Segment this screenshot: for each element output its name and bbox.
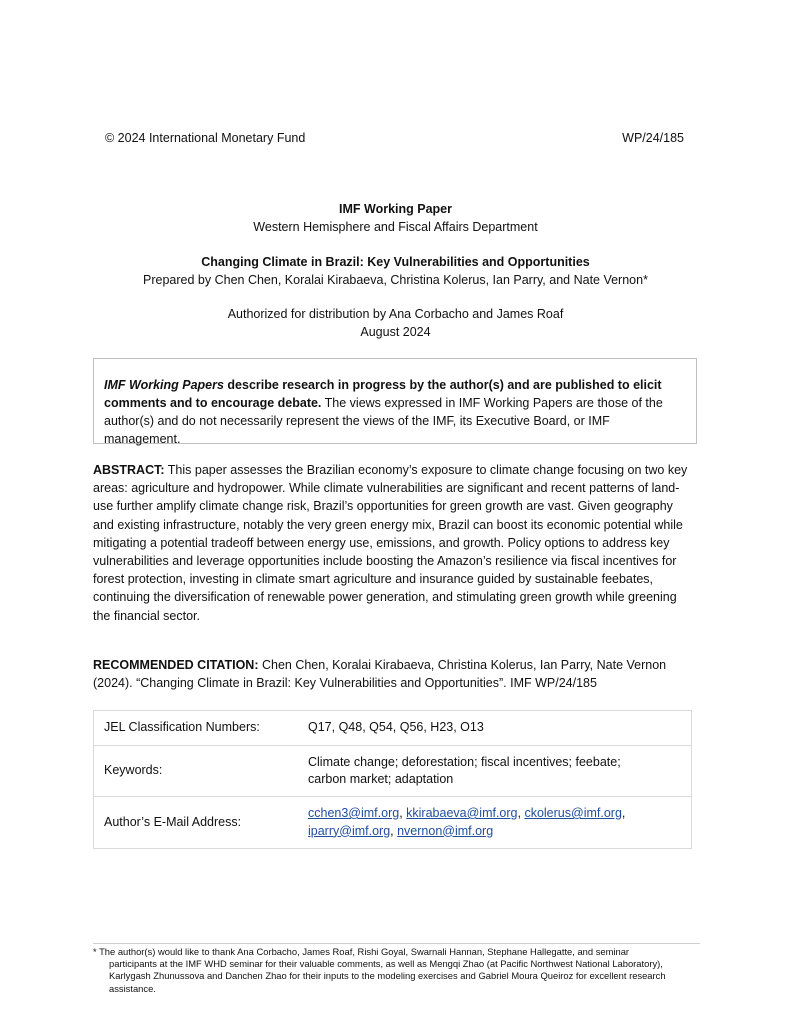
abstract	[93, 461, 693, 625]
disclaimer-box	[93, 358, 697, 444]
department: Western Hemisphere and Fiscal Affairs Department	[253, 220, 538, 234]
email-value: cchen3@imf.org, kkirabaeva@imf.org, ckolerus@imf.org, iparry@imf.org, nvernon@imf.org	[298, 797, 692, 849]
keywords-line: Climate change; deforestation; fiscal incentives; feebate;	[308, 754, 621, 769]
keywords-label: Keywords:	[94, 746, 299, 797]
jel-value: Q17, Q48, Q54, Q56, H23, O13	[298, 711, 692, 746]
copyright-notice: © 2024 International Monetary Fund	[105, 131, 306, 145]
email-separator: ,	[399, 806, 407, 820]
abstract-label: ABSTRACT:	[93, 463, 165, 477]
paper-number: WP/24/185	[622, 131, 684, 145]
disclaimer-text	[104, 359, 686, 448]
citation-text: Chen Chen, Koralai Kirabaeva, Christina Kolerus, Ian Parry, Nate Vernon (2024). “Changing Climate in Brazil: Key Vulnerabilities and Opportunities”. IMF WP/24/185	[93, 658, 667, 691]
email-label: Author’s E-Mail Address:	[94, 797, 299, 849]
footnote-continuation: participants at the IMF WHD seminar for their valuable comments, as well as Mengqi Zhao (at Pacific Northwest National Laboratory), Karlygash Zhunussova and Danchen Zhao for their inputs to the modeling exercises and Gabriel Moura Queiroz for excellent research assistance.	[109, 958, 666, 994]
footnote-divider	[93, 943, 700, 944]
publication-date: August 2024	[360, 325, 431, 339]
keywords-line: carbon market; adaptation	[308, 772, 454, 786]
footnote	[93, 946, 703, 995]
email-link[interactable]: cchen3@imf.org	[308, 806, 400, 820]
recommended-citation	[93, 656, 693, 692]
footnote-line: * The author(s) would like to thank Ana Corbacho, James Roaf, Rishi Goyal, Swarnali Hannan, Stephane Hallegatte, and seminar	[93, 946, 630, 957]
email-link[interactable]: kkirabaeva@imf.org	[406, 806, 518, 820]
authorized-by: Authorized for distribution by Ana Corbacho and James Roaf	[227, 307, 564, 321]
table-row	[94, 797, 692, 849]
table-row	[94, 711, 692, 746]
email-separator: ,	[390, 823, 398, 838]
prepared-by: Prepared by Chen Chen, Koralai Kirabaeva, Christina Kolerus, Ian Parry, and Nate Vernon*	[143, 273, 648, 287]
keywords-value	[298, 746, 692, 797]
disclaimer-normal: The views expressed in IMF Working Papers are those of the author(s) and do not necessarily represent the views of the IMF, its Executive Board, or IMF management.	[104, 396, 663, 446]
classification-table	[93, 710, 692, 849]
email-link[interactable]: iparry@imf.org	[308, 823, 391, 838]
abstract-text: This paper assesses the Brazilian economy’s exposure to climate change focusing on two key areas: agriculture and hydropower. While climate vulnerabilities are significant and recent patterns of land-use further amplify climate change risk, Brazil’s opportunities for green growth are vast. Given geography and existing infrastructure, notably the very green energy mix, Brazil can boost its economic potential while mitigating a potential tradeoff between energy use, emissions, and growth. Policy options to address key vulnerabilities and leverage opportunities include boosting the Amazon’s resilience via fiscal incentives for forest protection, investing in climate smart agriculture and insurance guided by sustainable feebates, continuing the diversification of renewable power generation, and stimulating green growth while greening the financial sector.	[93, 463, 688, 623]
paper-title: Changing Climate in Brazil: Key Vulnerabilities and Opportunities	[201, 255, 590, 269]
email-separator: ,	[517, 806, 525, 820]
series-title: IMF Working Paper	[339, 202, 452, 216]
citation-label: RECOMMENDED CITATION:	[93, 658, 259, 672]
email-link[interactable]: nvernon@imf.org	[397, 823, 494, 838]
disclaimer-series: IMF Working Papers	[104, 378, 224, 392]
jel-label: JEL Classification Numbers:	[94, 711, 299, 746]
table-row	[94, 746, 692, 797]
disclaimer-bold: describe research in progress by the author(s) and are published to elicit comments and to encourage debate.	[104, 378, 662, 410]
email-link[interactable]: ckolerus@imf.org	[524, 806, 622, 820]
